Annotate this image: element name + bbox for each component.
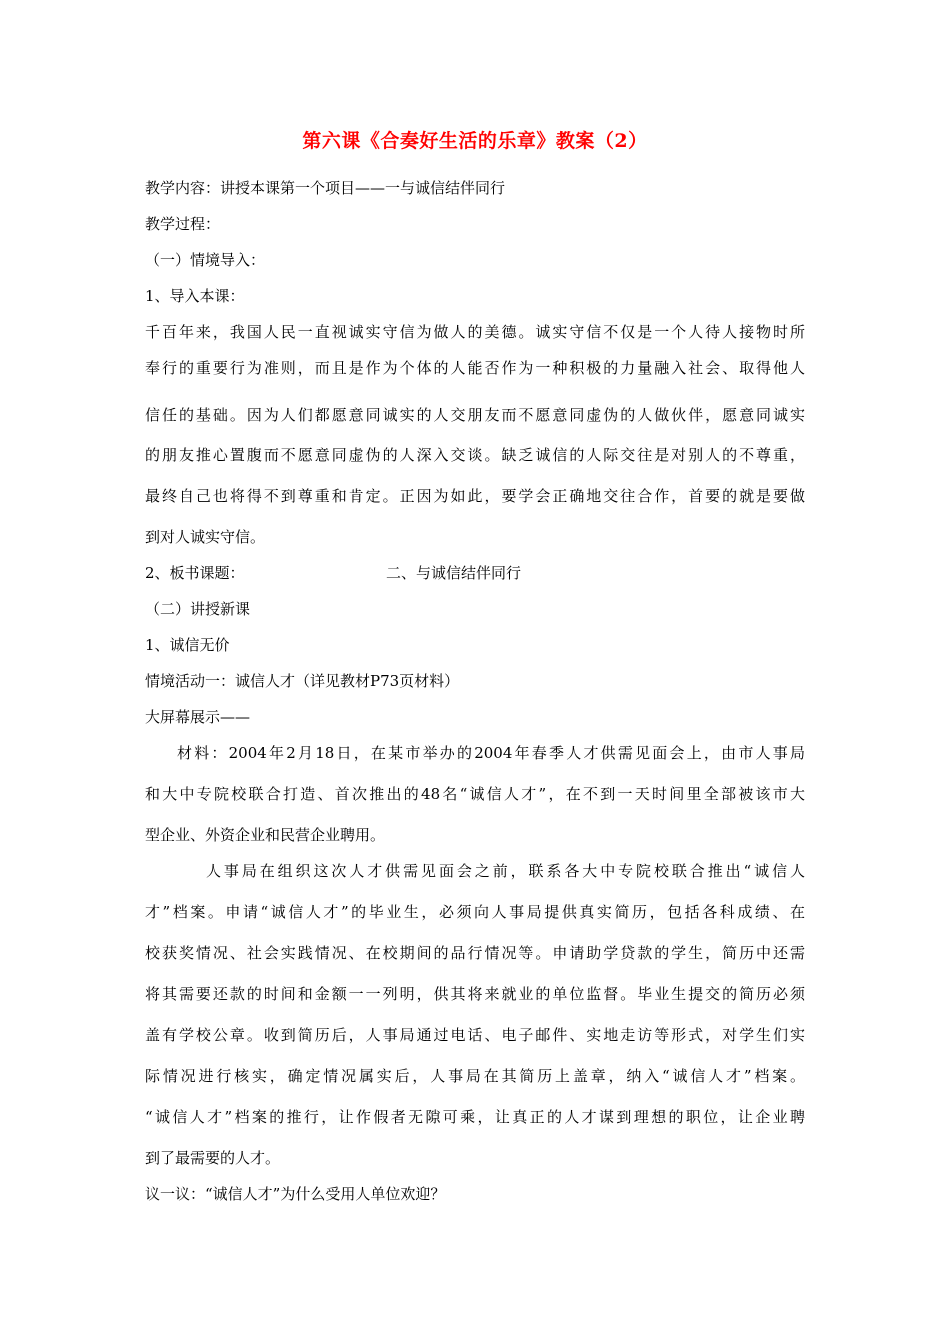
intro-paragraph-line: 的朋友推心置腹而不愿意同虚伪的人深入交谈。缺乏诚信的人际交往是对别人的不尊重， <box>145 446 805 464</box>
section-heading-1: （一）情境导入： <box>145 251 266 269</box>
discussion-question: 议一议：“诚信人才”为什么受用人单位欢迎？ <box>145 1185 446 1203</box>
archive-paragraph-line: 校获奖情况、社会实践情况、在校期间的品行情况等。申请助学贷款的学生，简历中还需 <box>145 944 805 962</box>
board-heading: 2、板书课题： <box>145 564 245 582</box>
section-heading-2: （二）讲授新课 <box>145 600 251 618</box>
intro-paragraph-line: 千百年来，我国人民一直视诚实守信为做人的美德。诚实守信不仅是一个人待人接物时所 <box>145 323 805 341</box>
teaching-content: 教学内容：讲授本课第一个项目——一与诚信结伴同行 <box>145 179 506 197</box>
material-paragraph-line: 材料：2004年2月18日，在某市举办的2004年春季人才供需见面会上，由市人事局 <box>177 744 805 762</box>
archive-paragraph-line: 才”档案。申请“诚信人才”的毕业生，必须向人事局提供真实简历，包括各科成绩、在 <box>145 903 805 921</box>
archive-paragraph-line: 际情况进行核实，确定情况属实后，人事局在其简历上盖章，纳入“诚信人才”档案。 <box>145 1067 805 1085</box>
page-title: 第六课《合奏好生活的乐章》教案（2） <box>302 130 648 152</box>
archive-paragraph-line: “诚信人才”档案的推行，让作假者无隙可乘，让真正的人才谋到理想的职位，让企业聘 <box>145 1108 805 1126</box>
intro-paragraph-line: 奉行的重要行为准则，而且是作为个体的人能否作为一种积极的力量融入社会、取得他人 <box>145 359 805 377</box>
intro-paragraph-line: 到对人诚实守信。 <box>145 528 266 546</box>
material-paragraph-line: 和大中专院校联合打造、首次推出的48名“诚信人才”，在不到一天时间里全部被该市大 <box>145 785 805 803</box>
archive-paragraph-line: 盖有学校公章。收到简历后，人事局通过电话、电子邮件、实地走访等形式，对学生们实 <box>145 1026 805 1044</box>
teaching-process-label: 教学过程： <box>145 215 221 233</box>
board-title: 二、与诚信结伴同行 <box>386 564 522 582</box>
material-paragraph-line: 型企业、外资企业和民营企业聘用。 <box>145 826 386 844</box>
archive-paragraph-line: 将其需要还款的时间和金额一一列明，供其将来就业的单位监督。毕业生提交的简历必须 <box>145 985 805 1003</box>
intro-paragraph-line: 信任的基础。因为人们都愿意同诚实的人交朋友而不愿意同虚伪的人做伙伴，愿意同诚实 <box>145 406 805 424</box>
intro-paragraph-line: 最终自己也将得不到尊重和肯定。正因为如此，要学会正确地交往合作，首要的就是要做 <box>145 487 805 505</box>
item-honesty-heading: 1、诚信无价 <box>145 636 230 654</box>
archive-paragraph-line: 到了最需要的人才。 <box>145 1149 281 1167</box>
item-intro-heading: 1、导入本课： <box>145 287 245 305</box>
archive-paragraph-line: 人事局在组织这次人才供需见面会之前，联系各大中专院校联合推出“诚信人 <box>206 862 805 880</box>
big-screen-label: 大屏幕展示—— <box>145 708 251 726</box>
activity-heading: 情境活动一：诚信人才（详见教材P73页材料） <box>145 672 460 690</box>
